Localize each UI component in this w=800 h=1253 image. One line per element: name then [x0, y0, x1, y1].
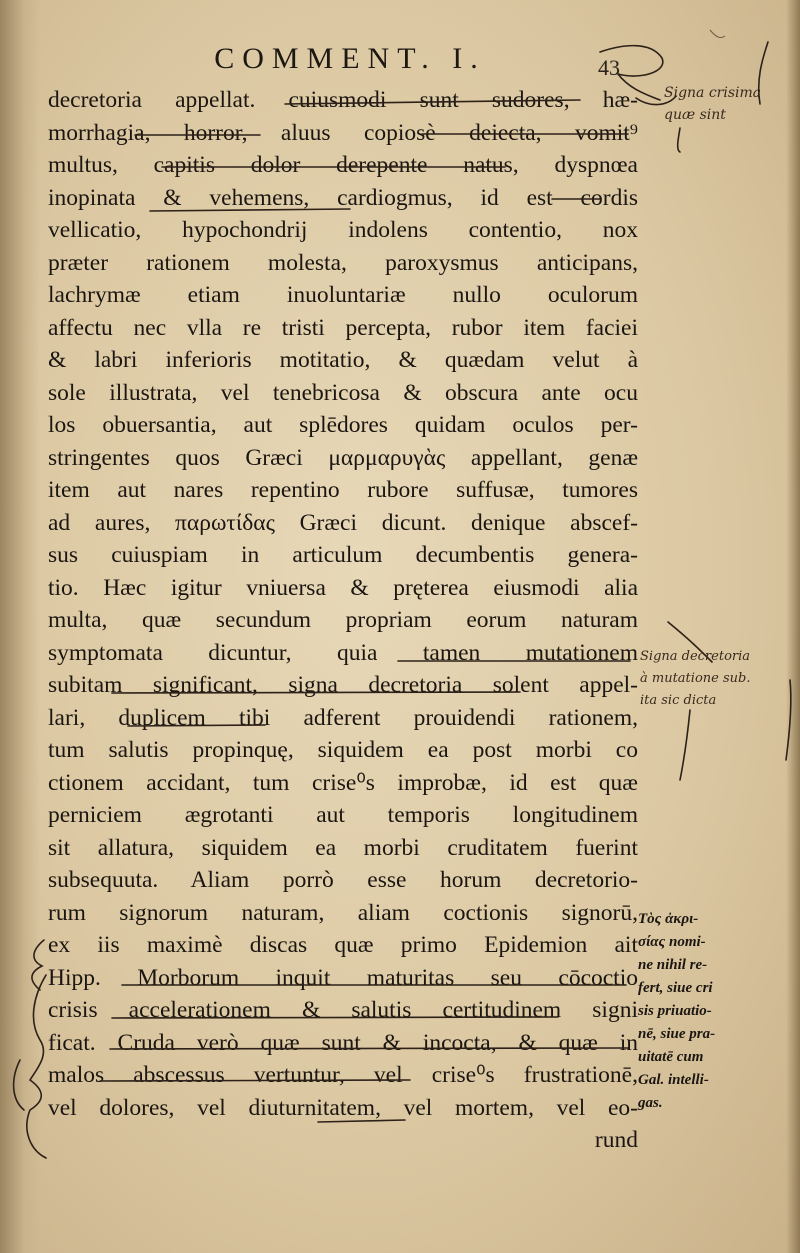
underline	[150, 209, 350, 211]
margin-note-line: σίας nomi-	[638, 934, 706, 950]
strikethrough-line	[110, 1048, 628, 1049]
text-line: præter rationem molesta, paroxysmus anticipans,	[48, 249, 638, 276]
text-line: malos abscessus vertuntur, vel crise⁰s frustrationē,	[48, 1062, 638, 1088]
text-line: ad aures, παρωτίδας Græci dicunt. denique abscef-	[48, 509, 638, 536]
strikethrough-line	[128, 725, 265, 726]
handwritten-line: quæ sint	[664, 107, 726, 123]
margin-note-line: Τὸς ἀκρι-	[638, 911, 699, 927]
margin-note-line: fert, siue cri	[638, 980, 713, 996]
running-head: COMMENT. I.	[214, 42, 486, 75]
text-line: perniciem ægrotanti aut temporis longitudinem	[48, 802, 638, 828]
text-line: Hipp. Morborum inquit maturitas seu cōcoctio	[48, 964, 638, 991]
pen-flourish	[600, 46, 663, 100]
margin-note-line: gas.	[638, 1095, 663, 1111]
text-line: multa, quæ secundum propriam eorum naturam	[48, 607, 638, 633]
text-line: tum salutis propinquę, siquidem ea post morbi co	[48, 737, 638, 763]
text-line: subitam significant, signa decretoria solent appel-	[48, 672, 638, 698]
folio-number: 43	[598, 55, 620, 80]
handwritten-line: Signa crisima	[664, 85, 762, 101]
text-line: ficat. Cruda verò quæ sunt & incocta, & quæ in	[48, 1029, 638, 1056]
strikethrough-line	[112, 1017, 558, 1018]
pen-stroke	[759, 42, 768, 104]
margin-note-line: uitatē cum	[638, 1049, 704, 1065]
strikethrough-line	[112, 692, 520, 693]
text-line: symptomata dicuntur, quia tamen mutationem	[48, 639, 638, 666]
text-line: subsequuta. Aliam porrò esse horum decretorio-	[48, 867, 638, 893]
strikethrough-line	[285, 100, 580, 104]
pen-stroke	[678, 128, 680, 152]
pen-stroke	[786, 680, 791, 760]
text-line: & labri inferioris motitatio, & quædam velut à	[48, 347, 638, 373]
strikethrough-line	[100, 1080, 410, 1081]
pen-stroke	[680, 710, 690, 780]
text-line: los obuersantia, aut splēdores quidam oculos per-	[48, 412, 638, 438]
text-line: item aut nares repentino rubore suffusæ, tumores	[48, 477, 638, 503]
margin-note-line: Gal. intelli-	[638, 1072, 709, 1088]
catchword: rund	[594, 1127, 638, 1153]
text-line: tio. Hæc igitur vniuersa & pręterea eiusmodi alia	[48, 574, 638, 601]
text-line: crisis accelerationem & salutis certitudinem signi	[48, 997, 638, 1023]
pen-bracket	[14, 1060, 24, 1110]
text-line: multus, capitis dolor derepente natus, dyspnœa	[48, 152, 638, 178]
text-line: morrhagia, horror, aluus copiosè deiecta, vomit⁹	[48, 119, 638, 146]
text-line: stringentes quos Græci μαρμαρυγὰς appellant, genæ	[48, 444, 638, 471]
text-line: sus cuiuspiam in articulum decumbentis genera-	[48, 542, 638, 568]
pen-mark	[710, 30, 725, 38]
handwritten-line: ita sic dicta	[640, 693, 717, 708]
text-line: decretoria appellat. cuiusmodi sunt sudores, hæ-	[48, 87, 638, 113]
underline	[318, 1120, 405, 1122]
text-line: inopinata & vehemens, cardiogmus, id est cordis	[48, 184, 638, 211]
text-line: lari, duplicem tibi adferent prouidendi rationem,	[48, 704, 638, 731]
handwritten-line: à mutatione sub.	[640, 671, 751, 686]
pen-bracket	[27, 975, 46, 1158]
margin-note-line: nē, siue pra-	[638, 1026, 716, 1042]
text-line: ex iis maximè discas quæ primo Epidemion ait	[48, 932, 638, 958]
text-line: vellicatio, hypochondrij indolens contentio, nox	[48, 217, 638, 243]
margin-note-line: sis priuatio-	[638, 1003, 712, 1019]
text-line: vel dolores, vel diuturnitatem, vel mortem, vel eo-	[48, 1094, 638, 1121]
text-line: sit allatura, siquidem ea morbi cruditatem fuerint	[48, 834, 638, 861]
text-line: sole illustrata, vel tenebricosa & obscura ante ocu	[48, 379, 638, 406]
handwritten-line: Signa decretoria	[640, 649, 751, 664]
text-line: rum signorum naturam, aliam coctionis signorū,	[48, 899, 638, 926]
margin-note-line: ne nihil re-	[638, 957, 708, 973]
pen-stroke	[668, 622, 712, 662]
text-line: lachrymæ etiam inuoluntariæ nullo oculorum	[48, 282, 638, 308]
text-line: ctionem accidant, tum crise⁰s improbæ, id est quæ	[48, 769, 638, 796]
pen-flourish	[636, 96, 676, 105]
text-line: affectu nec vlla re tristi percepta, rubor item faciei	[48, 314, 638, 341]
